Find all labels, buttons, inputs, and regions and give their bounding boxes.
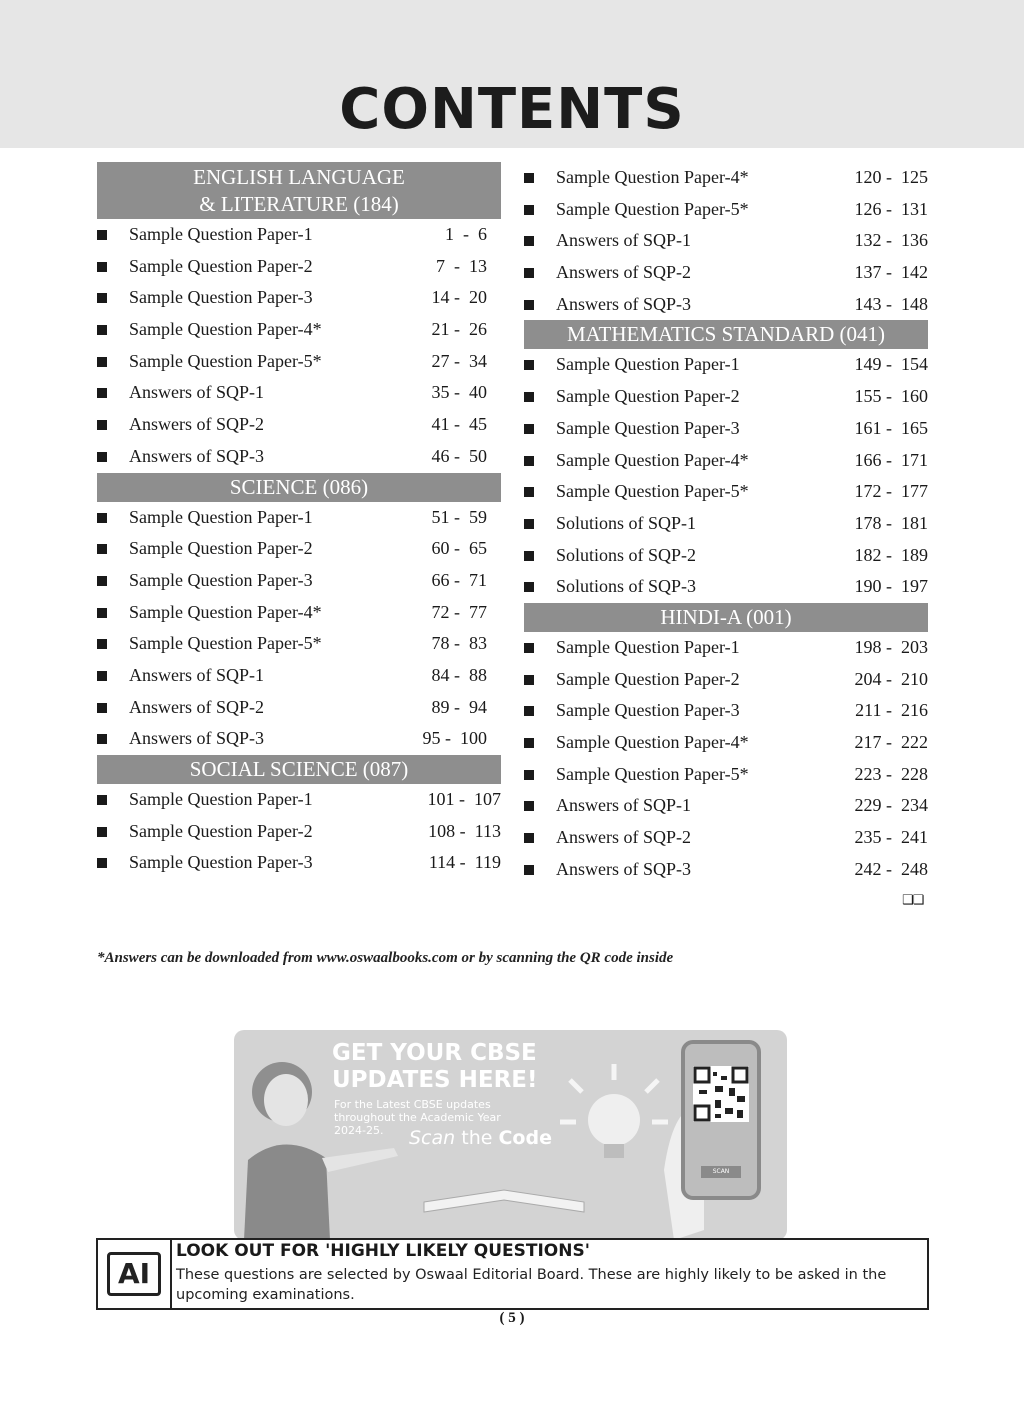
- toc-entry-pages: 166 - 171: [854, 449, 928, 470]
- toc-entry[interactable]: [97, 314, 501, 346]
- square-bullet-icon: [524, 643, 534, 653]
- square-bullet-icon: [97, 357, 107, 367]
- toc-entry-label: Sample Question Paper-1: [129, 224, 313, 244]
- toc-entry[interactable]: [524, 571, 928, 603]
- page-number: ( 5 ): [499, 1310, 525, 1326]
- toc-entry[interactable]: [97, 219, 501, 251]
- banner-title: [332, 1040, 537, 1094]
- toc-entry[interactable]: [524, 476, 928, 508]
- toc-entry[interactable]: [524, 854, 928, 886]
- toc-entry-pages: 66 - 71: [431, 569, 487, 590]
- cbse-updates-banner[interactable]: [234, 1030, 787, 1240]
- section-heading-line: MATHEMATICS STANDARD (041): [567, 322, 885, 347]
- toc-entry-label: Sample Question Paper-4*: [556, 449, 749, 470]
- toc-entry-pages: 126 - 131: [854, 198, 928, 219]
- toc-entry[interactable]: [97, 660, 501, 692]
- section-heading-line: SOCIAL SCIENCE (087): [189, 757, 409, 781]
- toc-entry-pages: 143 - 148: [854, 293, 928, 314]
- toc-entry[interactable]: [97, 628, 501, 660]
- toc-entry[interactable]: [97, 502, 501, 534]
- toc-entry-pages: 95 - 100: [422, 728, 487, 749]
- toc-entry[interactable]: [524, 508, 928, 540]
- square-bullet-icon: [97, 858, 107, 868]
- section-heading-line: & LITERATURE (184): [199, 192, 399, 216]
- toc-entry[interactable]: [524, 257, 928, 289]
- square-bullet-icon: [524, 268, 534, 278]
- toc-entry-label: Answers of SQP-2: [129, 414, 264, 435]
- toc-entry-pages: 161 - 165: [854, 417, 928, 438]
- toc-entry[interactable]: [524, 381, 928, 413]
- toc-entry-label: Answers of SQP-1: [556, 795, 691, 816]
- toc-entry-pages: 242 - 248: [854, 858, 928, 879]
- square-bullet-icon: [97, 293, 107, 303]
- toc-entry-pages: 190 - 197: [854, 576, 928, 597]
- toc-entry-pages: 178 - 181: [854, 512, 928, 533]
- toc-entry-label: Answers of SQP-2: [556, 262, 691, 283]
- toc-entry-pages: 114 - 119: [428, 852, 501, 873]
- girl-face-icon: [264, 1074, 308, 1126]
- toc-entry-label: Sample Question Paper-5*: [556, 763, 749, 784]
- toc-entry-label: Sample Question Paper-1: [129, 789, 313, 809]
- square-bullet-icon: [524, 551, 534, 561]
- toc-entry[interactable]: [97, 377, 501, 409]
- toc-entry-label: Sample Question Paper-3: [129, 569, 313, 590]
- toc-entry-label: Sample Question Paper-2: [129, 820, 313, 841]
- toc-entry-label: Sample Question Paper-4*: [556, 167, 749, 187]
- square-bullet-icon: [97, 734, 107, 744]
- toc-entry[interactable]: [524, 632, 928, 664]
- section-heading: [97, 162, 501, 219]
- lightbulb-icon: [588, 1094, 640, 1146]
- toc-entry-pages: 72 - 77: [431, 601, 487, 622]
- ai-box-text: These questions are selected by Oswaal Editorial Board. These are highly likely to be asked in the upcoming examinations.: [176, 1267, 887, 1303]
- square-bullet-icon: [524, 173, 534, 183]
- toc-entry-label: Sample Question Paper-3: [129, 852, 313, 873]
- square-bullet-icon: [524, 738, 534, 748]
- toc-entry-pages: 21 - 26: [431, 319, 487, 340]
- toc-entry-label: Answers of SQP-2: [129, 696, 264, 717]
- square-bullet-icon: [524, 582, 534, 592]
- section-heading: [97, 755, 501, 784]
- scan-button[interactable]: SCAN: [701, 1166, 741, 1178]
- square-bullet-icon: [97, 388, 107, 398]
- square-bullet-icon: [97, 703, 107, 713]
- toc-entry[interactable]: [524, 413, 928, 445]
- square-bullet-icon: [524, 801, 534, 811]
- square-bullet-icon: [524, 300, 534, 310]
- toc-entry[interactable]: [97, 251, 501, 283]
- toc-entry-label: Answers of SQP-3: [556, 293, 691, 314]
- toc-entry[interactable]: [97, 409, 501, 441]
- girl-arm-icon: [322, 1148, 398, 1172]
- toc-entry-pages: 217 - 222: [854, 732, 928, 752]
- toc-entry-pages: 235 - 241: [854, 827, 928, 848]
- toc-entry-pages: 211 - 216: [855, 700, 928, 721]
- toc-entry[interactable]: [524, 194, 928, 226]
- toc-entry-pages: 7 - 13: [436, 255, 487, 276]
- toc-entry-label: Solutions of SQP-1: [556, 512, 697, 533]
- toc-entry-label: Sample Question Paper-3: [129, 287, 313, 308]
- toc-entry-label: Sample Question Paper-5*: [129, 633, 322, 654]
- toc-entry-label: Answers of SQP-3: [556, 858, 691, 879]
- phone-icon: [681, 1040, 761, 1200]
- toc-entry-label: Sample Question Paper-5*: [556, 198, 749, 219]
- toc-entry-pages: 149 - 154: [854, 354, 928, 375]
- toc-entry-label: Sample Question Paper-5*: [129, 350, 322, 371]
- toc-entry-pages: 89 - 94: [431, 696, 487, 717]
- toc-entry-label: Sample Question Paper-2: [556, 386, 740, 407]
- toc-entry[interactable]: [524, 759, 928, 791]
- toc-entry-pages: 137 - 142: [854, 262, 928, 283]
- square-bullet-icon: [524, 360, 534, 370]
- toc-entry-pages: 51 - 59: [431, 506, 487, 527]
- toc-entry-label: Answers of SQP-1: [129, 664, 264, 685]
- toc-entry-pages: 41 - 45: [431, 414, 487, 435]
- toc-entry-label: Answers of SQP-2: [556, 827, 691, 848]
- square-bullet-icon: [97, 544, 107, 554]
- toc-entry-pages: 78 - 83: [431, 633, 487, 654]
- square-bullet-icon: [524, 675, 534, 685]
- square-bullet-icon: [97, 827, 107, 837]
- toc-entry-pages: 14 - 20: [431, 287, 487, 308]
- toc-entry-pages: 101 - 107: [427, 789, 501, 809]
- toc-entry[interactable]: [524, 790, 928, 822]
- square-bullet-icon: [97, 795, 107, 805]
- toc-entry-pages: 204 - 210: [854, 668, 928, 689]
- toc-entry-label: Sample Question Paper-1: [556, 354, 740, 375]
- toc-entry-pages: 223 - 228: [854, 763, 928, 784]
- toc-entry[interactable]: [524, 727, 928, 759]
- toc-entry[interactable]: [97, 723, 501, 755]
- toc-entry[interactable]: [524, 540, 928, 572]
- open-book-icon: [424, 1190, 584, 1212]
- toc-entry[interactable]: [524, 225, 928, 257]
- footnote: *Answers can be downloaded from www.oswaalbooks.com or by scanning the QR code inside: [97, 950, 674, 966]
- square-bullet-icon: [524, 392, 534, 402]
- toc-entry-label: Sample Question Paper-2: [556, 668, 740, 689]
- toc-entry[interactable]: [97, 847, 501, 879]
- toc-entry-pages: 1 - 6: [445, 224, 487, 244]
- toc-entry-pages: 35 - 40: [431, 382, 487, 403]
- square-bullet-icon: [524, 519, 534, 529]
- square-bullet-icon: [524, 236, 534, 246]
- toc-entry-pages: 198 - 203: [854, 636, 928, 657]
- toc-entry-pages: 46 - 50: [431, 445, 487, 466]
- square-bullet-icon: [524, 456, 534, 466]
- square-bullet-icon: [97, 639, 107, 649]
- toc-entry-pages: 84 - 88: [431, 664, 487, 685]
- toc-entry-label: Sample Question Paper-1: [129, 506, 313, 527]
- toc-entry-label: Answers of SQP-1: [556, 230, 691, 251]
- toc-entry-label: Solutions of SQP-2: [556, 544, 697, 565]
- toc-entry-pages: 27 - 34: [431, 350, 487, 371]
- toc-entry[interactable]: [97, 282, 501, 314]
- square-bullet-icon: [97, 576, 107, 586]
- toc-entry-label: Sample Question Paper-4*: [129, 601, 322, 622]
- toc-entry-pages: 60 - 65: [431, 538, 487, 559]
- end-mark: ❑❑: [902, 893, 924, 908]
- girl-shirt-icon: [244, 1144, 330, 1240]
- toc-entry[interactable]: [524, 695, 928, 727]
- toc-entry-label: Solutions of SQP-3: [556, 576, 697, 597]
- toc-entry[interactable]: [97, 441, 501, 473]
- toc-entry-pages: 172 - 177: [854, 481, 928, 502]
- banner-title-line-1: GET YOUR CBSE: [332, 1040, 537, 1066]
- toc-entry[interactable]: [97, 346, 501, 378]
- toc-entry[interactable]: [97, 597, 501, 629]
- banner-title-line-2: UPDATES HERE!: [332, 1067, 538, 1093]
- toc-entry[interactable]: [97, 784, 501, 816]
- section-heading: [97, 473, 501, 502]
- square-bullet-icon: [97, 452, 107, 462]
- toc-entry-label: Answers of SQP-3: [129, 445, 264, 466]
- toc-entry[interactable]: [97, 565, 501, 597]
- ai-logo-icon: AI: [107, 1252, 161, 1296]
- toc-entry-pages: 155 - 160: [854, 386, 928, 407]
- square-bullet-icon: [524, 865, 534, 875]
- qr-code-icon: [693, 1066, 749, 1122]
- toc-entry[interactable]: [97, 533, 501, 565]
- ai-logo: [98, 1240, 172, 1308]
- toc-entry-label: Sample Question Paper-3: [556, 417, 740, 438]
- toc-entry-pages: 120 - 125: [854, 167, 928, 187]
- square-bullet-icon: [97, 513, 107, 523]
- toc-entry[interactable]: [524, 162, 928, 194]
- toc-entry[interactable]: [97, 816, 501, 848]
- toc-entry-label: Sample Question Paper-4*: [556, 732, 749, 752]
- toc-entry-pages: 229 - 234: [854, 795, 928, 816]
- toc-entry[interactable]: [524, 445, 928, 477]
- section-heading: [524, 320, 928, 349]
- section-heading-line: ENGLISH LANGUAGE: [193, 165, 405, 189]
- toc-entry-pages: 132 - 136: [854, 230, 928, 251]
- square-bullet-icon: [524, 833, 534, 843]
- section-heading: [524, 603, 928, 632]
- toc-entry-pages: 182 - 189: [854, 544, 928, 565]
- toc-entry-label: Sample Question Paper-5*: [556, 481, 749, 502]
- page-title: CONTENTS: [339, 77, 685, 142]
- toc-entry[interactable]: [524, 664, 928, 696]
- square-bullet-icon: [524, 424, 534, 434]
- toc-entry[interactable]: [97, 692, 501, 724]
- toc-entry[interactable]: [524, 289, 928, 321]
- toc-entry-label: Sample Question Paper-4*: [129, 319, 322, 340]
- toc-right-column: [524, 162, 928, 885]
- square-bullet-icon: [524, 706, 534, 716]
- square-bullet-icon: [524, 770, 534, 780]
- highly-likely-questions-box: [96, 1238, 929, 1310]
- toc-entry-label: Sample Question Paper-2: [129, 538, 313, 559]
- toc-entry-label: Answers of SQP-3: [129, 728, 264, 749]
- square-bullet-icon: [524, 205, 534, 215]
- scan-word: Scan: [409, 1127, 456, 1149]
- qr-code[interactable]: [693, 1066, 749, 1122]
- toc-entry-pages: 108 - 113: [428, 820, 501, 841]
- toc-entry[interactable]: [524, 822, 928, 854]
- banner-scan-text: [409, 1127, 552, 1149]
- toc-entry-label: Sample Question Paper-1: [556, 636, 740, 657]
- banner-subtitle: For the Latest CBSE updates throughout the Academic Year 2024-25.: [334, 1098, 501, 1137]
- toc-left-column: [97, 162, 501, 879]
- square-bullet-icon: [524, 487, 534, 497]
- toc-entry-label: Answers of SQP-1: [129, 382, 264, 403]
- scan-code-word: Code: [498, 1127, 552, 1149]
- toc-entry-label: Sample Question Paper-2: [129, 255, 313, 276]
- toc-entry[interactable]: [524, 349, 928, 381]
- square-bullet-icon: [97, 262, 107, 272]
- scan-middle: the: [455, 1127, 499, 1149]
- square-bullet-icon: [97, 671, 107, 681]
- square-bullet-icon: [97, 230, 107, 240]
- square-bullet-icon: [97, 420, 107, 430]
- section-heading-line: SCIENCE (086): [229, 474, 369, 499]
- square-bullet-icon: [97, 325, 107, 335]
- section-heading-line: HINDI-A (001): [660, 604, 792, 629]
- ai-box-title: LOOK OUT FOR 'HIGHLY LIKELY QUESTIONS': [176, 1241, 590, 1261]
- toc-entry-label: Sample Question Paper-3: [556, 700, 740, 721]
- square-bullet-icon: [97, 608, 107, 618]
